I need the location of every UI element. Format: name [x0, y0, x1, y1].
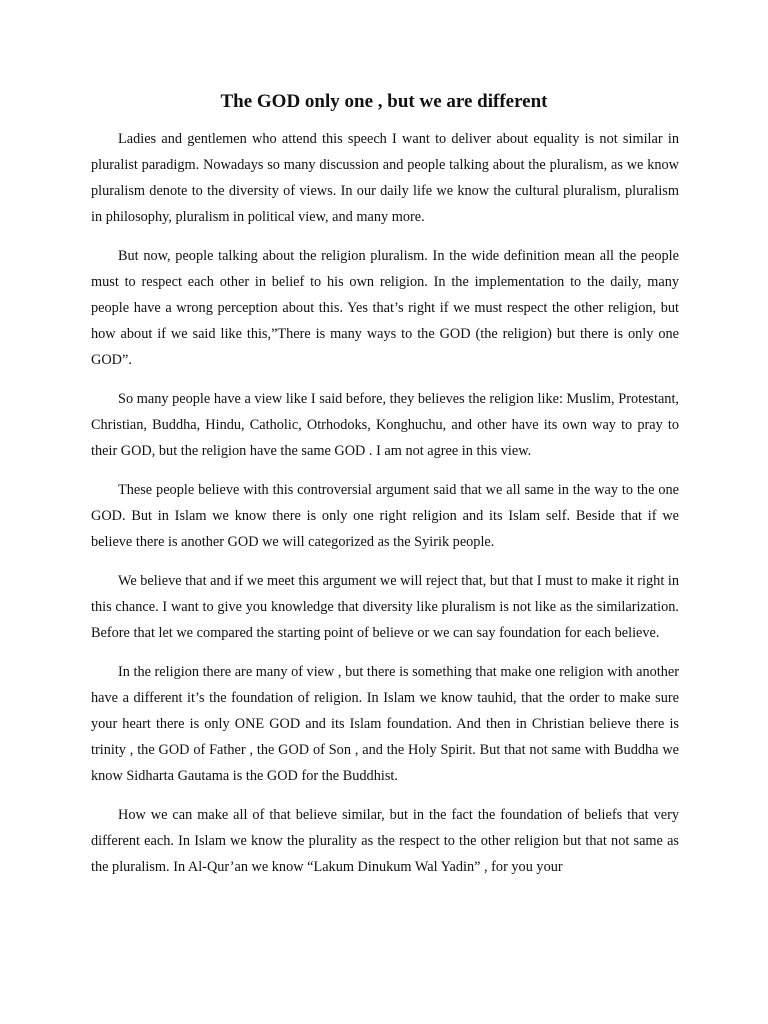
- paragraph-4: These people believe with this controversial argument said that we all same in the way to the one GOD. But in Islam we know there is only one right religion and its Islam self. Beside that if we believe there is another GOD we will categorized as the Syirik people.: [91, 482, 679, 550]
- paragraph-1: Ladies and gentlemen who attend this speech I want to deliver about equality is not similar in pluralist paradigm. Nowadays so many discussion and people talking about the pluralism, as we know pluralism denote to the diversity of views. In our daily life we know the cultural pluralism, pluralism in philosophy, pluralism in political view, and many more.: [91, 131, 679, 225]
- paragraph-2: But now, people talking about the religion pluralism. In the wide definition mean all the people must to respect each other in belief to his own religion. In the implementation to the daily, many people have a wrong perception about this. Yes that’s right if we must respect the other religion, but how about if we said like this,”There is many ways to the GOD (the religion) but there is only one GOD”.: [91, 248, 679, 368]
- paragraph-3: So many people have a view like I said before, they believes the religion like: Muslim, Protestant, Christian, Buddha, Hindu, Catholic, Otrhodoks, Konghuchu, and other have its own way to pray to their GOD, but the religion have the same GOD . I am not agree in this view.: [91, 391, 679, 459]
- paragraph-7: How we can make all of that believe similar, but in the fact the foundation of beliefs that very different each. In Islam we know the plurality as the respect to the other religion but that not same as the pluralism. In Al-Qur’an we know “Lakum Dinukum Wal Yadin” , for you your: [91, 807, 679, 875]
- paragraph-5: We believe that and if we meet this argument we will reject that, but that I must to make it right in this chance. I want to give you knowledge that diversity like pluralism is not like as the similarization. Before that let we compared the starting point of believe or we can say foundation for each believe.: [91, 573, 679, 641]
- document-title: The GOD only one , but we are different: [220, 91, 548, 112]
- document-body: [91, 126, 679, 893]
- paragraph-6: In the religion there are many of view , but there is something that make one religion with another have a different it’s the foundation of religion. In Islam we know tauhid, that the order to make sure your heart there is only ONE GOD and its Islam foundation. And then in Christian believe there is trinity , the GOD of Father , the GOD of Son , and the Holy Spirit. But that not same with Buddha we know Sidharta Gautama is the GOD for the Buddhist.: [91, 664, 679, 784]
